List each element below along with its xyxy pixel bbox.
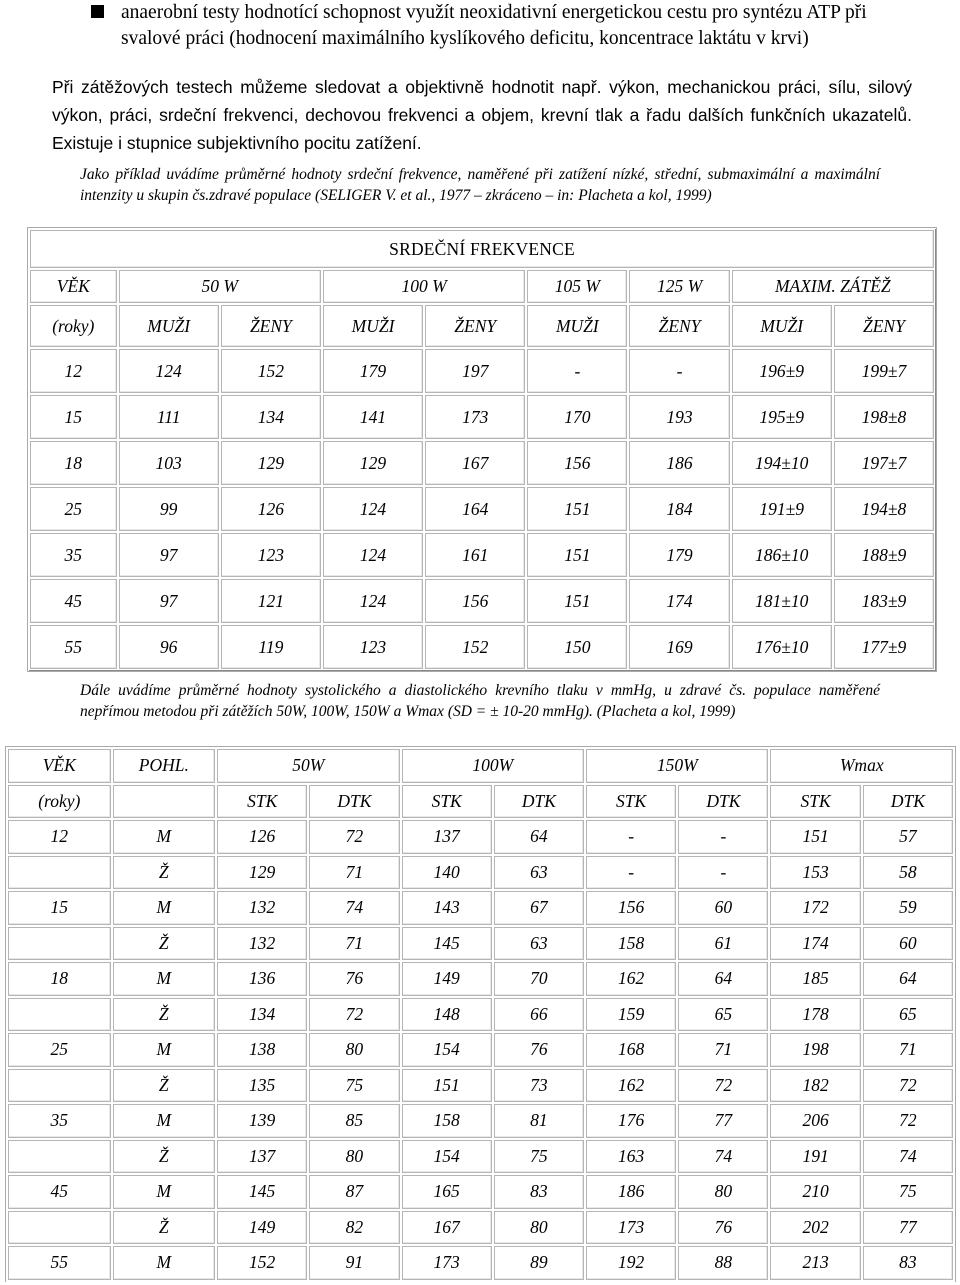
table-cell: 156 xyxy=(586,891,676,925)
table-cell: 151 xyxy=(527,533,627,577)
table-cell: 179 xyxy=(323,349,423,393)
table-cell xyxy=(8,998,111,1032)
table-cell: 55 xyxy=(8,1246,111,1280)
subheader-cell: ŽENY xyxy=(834,305,934,347)
table-cell: 186 xyxy=(586,1175,676,1209)
table-cell: 174 xyxy=(770,927,860,961)
table-cell: 145 xyxy=(217,1175,307,1209)
table2-caption: Dále uvádíme průměrné hodnoty systolického a diastolického krevního tlaku v mmHg, u zdravé čs. populace naměřené nepřímou metodou při zátěžích 50W, 100W, 150W a Wmax (SD = ± 10-20 mmHg). (Placheta a kol, 1999) xyxy=(80,682,880,720)
table-cell: 210 xyxy=(770,1175,860,1209)
table-cell: 60 xyxy=(863,927,953,961)
table-cell: 75 xyxy=(494,1140,584,1174)
table-cell: 81 xyxy=(494,1104,584,1138)
table-cell: 173 xyxy=(425,395,525,439)
table-cell: 134 xyxy=(217,998,307,1032)
table-cell: 194±10 xyxy=(732,441,832,485)
table-cell: 61 xyxy=(678,927,768,961)
table-cell: 151 xyxy=(527,487,627,531)
table-cell: 177±9 xyxy=(834,625,934,669)
subheader-cell: MUŽI xyxy=(527,305,627,347)
table-cell: 197 xyxy=(425,349,525,393)
table-cell: 35 xyxy=(8,1104,111,1138)
table-cell: 65 xyxy=(678,998,768,1032)
subheader-cell: DTK xyxy=(863,785,953,819)
bullet-text: anaerobní testy hodnotící schopnost využít neoxidativní energetickou cestu pro syntézu ATP při svalové práci (hodnocení maximálního kyslíkového deficitu, koncentrace laktátu v krvi) xyxy=(121,2,867,49)
table-cell: 137 xyxy=(217,1140,307,1174)
table-cell: 161 xyxy=(425,533,525,577)
blood-pressure-table xyxy=(5,746,956,1282)
table-row xyxy=(8,1211,953,1245)
table-row xyxy=(30,441,934,485)
subheader-cell: (roky) xyxy=(8,785,111,819)
table-cell xyxy=(8,856,111,890)
subheader-cell: STK xyxy=(402,785,492,819)
table-cell: Ž xyxy=(113,1069,216,1103)
table-cell: 186±10 xyxy=(732,533,832,577)
table-cell: 148 xyxy=(402,998,492,1032)
table-row xyxy=(8,1175,953,1209)
table-cell: 172 xyxy=(770,891,860,925)
table-cell: 18 xyxy=(8,962,111,996)
table-cell: 74 xyxy=(863,1140,953,1174)
table-cell: 74 xyxy=(678,1140,768,1174)
table-cell: 123 xyxy=(221,533,321,577)
table-cell: 132 xyxy=(217,891,307,925)
table-cell: 150 xyxy=(527,625,627,669)
table-cell: 156 xyxy=(425,579,525,623)
table-cell: 55 xyxy=(30,625,117,669)
table-row xyxy=(30,349,934,393)
table-cell: 196±9 xyxy=(732,349,832,393)
table-cell: 12 xyxy=(30,349,117,393)
table-cell xyxy=(8,927,111,961)
subheader-cell: MUŽI xyxy=(323,305,423,347)
table-cell: 164 xyxy=(425,487,525,531)
table-cell: 64 xyxy=(494,820,584,854)
table-cell: 124 xyxy=(323,487,423,531)
table-header-row xyxy=(30,270,934,303)
table-row xyxy=(8,1069,953,1103)
table-cell: 178 xyxy=(770,998,860,1032)
table-cell: 66 xyxy=(494,998,584,1032)
table-cell: 149 xyxy=(217,1211,307,1245)
table-cell: - xyxy=(678,820,768,854)
table-cell: 35 xyxy=(30,533,117,577)
table-cell: 71 xyxy=(678,1033,768,1067)
table-row xyxy=(8,856,953,890)
table-cell: M xyxy=(113,1033,216,1067)
table-cell: Ž xyxy=(113,856,216,890)
table-cell: 182 xyxy=(770,1069,860,1103)
table-cell: 72 xyxy=(863,1104,953,1138)
table-cell: 152 xyxy=(425,625,525,669)
table-cell: 121 xyxy=(221,579,321,623)
table-subheader-row xyxy=(30,305,934,347)
table-cell xyxy=(8,1069,111,1103)
table-row xyxy=(8,1246,953,1280)
table-cell: 12 xyxy=(8,820,111,854)
table-cell: 74 xyxy=(309,891,399,925)
table-cell: 57 xyxy=(863,820,953,854)
table-title: SRDEČNÍ FREKVENCE xyxy=(30,230,934,268)
table-cell: 103 xyxy=(119,441,219,485)
table-cell: 154 xyxy=(402,1033,492,1067)
table-header-row xyxy=(8,749,953,783)
table-cell: 191±9 xyxy=(732,487,832,531)
table-cell: 80 xyxy=(309,1140,399,1174)
table-cell: 170 xyxy=(527,395,627,439)
table-cell: M xyxy=(113,962,216,996)
table-cell: 89 xyxy=(494,1246,584,1280)
table-cell: 77 xyxy=(863,1211,953,1245)
table1-caption: Jako příklad uvádíme průměrné hodnoty srdeční frekvence, naměřené při zatížení nízké, střední, submaximální a maximální intenzity u skupin čs.zdravé populace (SELIGER V. et al., 1977 – zkráceno – in: Placheta a kol, 1999) xyxy=(80,166,880,204)
table-cell: 152 xyxy=(221,349,321,393)
table-cell: 143 xyxy=(402,891,492,925)
table-cell xyxy=(8,1211,111,1245)
table-cell: 156 xyxy=(527,441,627,485)
table-cell: 167 xyxy=(425,441,525,485)
table-cell: 169 xyxy=(629,625,729,669)
table-cell: 91 xyxy=(309,1246,399,1280)
table-cell: 124 xyxy=(119,349,219,393)
table-cell: 162 xyxy=(586,1069,676,1103)
subheader-cell: STK xyxy=(586,785,676,819)
table-cell: 206 xyxy=(770,1104,860,1138)
table-cell: 135 xyxy=(217,1069,307,1103)
table-cell: 174 xyxy=(629,579,729,623)
intro-paragraph: Při zátěžových testech můžeme sledovat a objektivně hodnotit např. výkon, mechanickou práci, sílu, silový výkon, práci, srdeční frekvenci, dechovou frekvenci a objem, krevní tlak a řadu dalších funkčních ukazatelů. Existuje i stupnice subjektivního pocitu zatížení. xyxy=(52,77,912,153)
table-cell: M xyxy=(113,820,216,854)
table-cell: Ž xyxy=(113,998,216,1032)
table-cell: 80 xyxy=(494,1211,584,1245)
table-cell: 158 xyxy=(402,1104,492,1138)
table-cell: 165 xyxy=(402,1175,492,1209)
table-cell: 67 xyxy=(494,891,584,925)
subheader-cell xyxy=(113,785,216,819)
table-cell: 151 xyxy=(527,579,627,623)
subheader-cell: MUŽI xyxy=(732,305,832,347)
table-cell: 162 xyxy=(586,962,676,996)
table-cell: 82 xyxy=(309,1211,399,1245)
table-cell: 59 xyxy=(863,891,953,925)
table-cell: 129 xyxy=(323,441,423,485)
table-cell: 72 xyxy=(309,820,399,854)
table-cell: 70 xyxy=(494,962,584,996)
table-cell: 96 xyxy=(119,625,219,669)
table-cell: 25 xyxy=(8,1033,111,1067)
table-subheader-row xyxy=(8,785,953,819)
table-cell: 75 xyxy=(309,1069,399,1103)
square-bullet-icon xyxy=(91,5,104,18)
table-cell: - xyxy=(678,856,768,890)
table-cell: 163 xyxy=(586,1140,676,1174)
table-cell: 141 xyxy=(323,395,423,439)
heart-rate-table xyxy=(27,227,937,672)
table-cell: 188±9 xyxy=(834,533,934,577)
table-cell: 151 xyxy=(770,820,860,854)
table-cell: 111 xyxy=(119,395,219,439)
table-cell: M xyxy=(113,1246,216,1280)
table-cell: 154 xyxy=(402,1140,492,1174)
table-row xyxy=(8,962,953,996)
header-cell: POHL. xyxy=(113,749,216,783)
header-cell: 100W xyxy=(402,749,584,783)
table-cell: - xyxy=(586,820,676,854)
table-cell: 191 xyxy=(770,1140,860,1174)
table-cell: 123 xyxy=(323,625,423,669)
table-cell: 176 xyxy=(586,1104,676,1138)
subheader-cell: DTK xyxy=(494,785,584,819)
table-cell: 140 xyxy=(402,856,492,890)
table-cell: 77 xyxy=(678,1104,768,1138)
table-cell: 173 xyxy=(586,1211,676,1245)
header-cell: Wmax xyxy=(770,749,953,783)
table-cell: 80 xyxy=(678,1175,768,1209)
table-cell: 139 xyxy=(217,1104,307,1138)
table-cell: 158 xyxy=(586,927,676,961)
table-cell: 76 xyxy=(494,1033,584,1067)
table-cell: 149 xyxy=(402,962,492,996)
table-cell: 15 xyxy=(30,395,117,439)
table-cell: 45 xyxy=(30,579,117,623)
table-row xyxy=(30,395,934,439)
table-row xyxy=(8,1033,953,1067)
subheader-cell: (roky) xyxy=(30,305,117,347)
subheader-cell: ŽENY xyxy=(221,305,321,347)
table-cell: 76 xyxy=(309,962,399,996)
table-cell: 124 xyxy=(323,533,423,577)
header-cell: 105 W xyxy=(527,270,627,303)
table-cell: 145 xyxy=(402,927,492,961)
table-cell: 71 xyxy=(309,856,399,890)
subheader-cell: ŽENY xyxy=(629,305,729,347)
table-cell: 71 xyxy=(309,927,399,961)
table-cell: 194±8 xyxy=(834,487,934,531)
table-cell: 97 xyxy=(119,579,219,623)
table-cell xyxy=(8,1140,111,1174)
subheader-cell: DTK xyxy=(309,785,399,819)
table-row xyxy=(8,820,953,854)
table-row xyxy=(8,891,953,925)
table-cell: 85 xyxy=(309,1104,399,1138)
table-row xyxy=(8,998,953,1032)
table-cell: 25 xyxy=(30,487,117,531)
table-cell: 173 xyxy=(402,1246,492,1280)
subheader-cell: STK xyxy=(770,785,860,819)
table-cell: 83 xyxy=(494,1175,584,1209)
table-cell: 181±10 xyxy=(732,579,832,623)
table-cell: 152 xyxy=(217,1246,307,1280)
table-cell: 72 xyxy=(678,1069,768,1103)
table-cell: 198±8 xyxy=(834,395,934,439)
table-cell: 129 xyxy=(217,856,307,890)
table-cell: 63 xyxy=(494,856,584,890)
table-row xyxy=(30,533,934,577)
bullet-item xyxy=(93,0,873,52)
table-cell: 192 xyxy=(586,1246,676,1280)
table-cell: 72 xyxy=(863,1069,953,1103)
table-cell: 75 xyxy=(863,1175,953,1209)
table-cell: 83 xyxy=(863,1246,953,1280)
table-cell: Ž xyxy=(113,1140,216,1174)
table-cell: M xyxy=(113,1104,216,1138)
table-row xyxy=(30,579,934,623)
table-cell: M xyxy=(113,1175,216,1209)
table-cell: 71 xyxy=(863,1033,953,1067)
table-cell: 134 xyxy=(221,395,321,439)
table-cell: - xyxy=(629,349,729,393)
table-cell: 72 xyxy=(309,998,399,1032)
table-cell: 198 xyxy=(770,1033,860,1067)
table-cell: 183±9 xyxy=(834,579,934,623)
header-cell: 50W xyxy=(217,749,399,783)
table-cell: 193 xyxy=(629,395,729,439)
table-cell: 138 xyxy=(217,1033,307,1067)
table-cell: 124 xyxy=(323,579,423,623)
subheader-cell: ŽENY xyxy=(425,305,525,347)
subheader-cell: MUŽI xyxy=(119,305,219,347)
table-cell: 132 xyxy=(217,927,307,961)
subheader-cell: DTK xyxy=(678,785,768,819)
table-cell: 153 xyxy=(770,856,860,890)
table-cell: - xyxy=(586,856,676,890)
table-cell: 129 xyxy=(221,441,321,485)
table-cell: 126 xyxy=(221,487,321,531)
subheader-cell: STK xyxy=(217,785,307,819)
table-cell: 199±7 xyxy=(834,349,934,393)
header-cell: 100 W xyxy=(323,270,525,303)
table-cell: 65 xyxy=(863,998,953,1032)
table-cell: 64 xyxy=(863,962,953,996)
table-cell: 176±10 xyxy=(732,625,832,669)
header-cell: 125 W xyxy=(629,270,729,303)
table-cell: 15 xyxy=(8,891,111,925)
table-cell: 73 xyxy=(494,1069,584,1103)
table-cell: 195±9 xyxy=(732,395,832,439)
table-cell: 202 xyxy=(770,1211,860,1245)
table-cell: 151 xyxy=(402,1069,492,1103)
table-cell: 126 xyxy=(217,820,307,854)
table-cell: 159 xyxy=(586,998,676,1032)
table-cell: 167 xyxy=(402,1211,492,1245)
table-row xyxy=(8,1140,953,1174)
header-cell: VĚK xyxy=(8,749,111,783)
table-cell: 186 xyxy=(629,441,729,485)
header-cell: 150W xyxy=(586,749,768,783)
table-cell: 45 xyxy=(8,1175,111,1209)
table-row xyxy=(30,487,934,531)
table-cell: 136 xyxy=(217,962,307,996)
table-cell: 88 xyxy=(678,1246,768,1280)
table-cell: 58 xyxy=(863,856,953,890)
table-cell: 99 xyxy=(119,487,219,531)
table-row xyxy=(8,927,953,961)
table-cell: 60 xyxy=(678,891,768,925)
table-cell: 64 xyxy=(678,962,768,996)
table-cell: 197±7 xyxy=(834,441,934,485)
table-row xyxy=(8,1104,953,1138)
table-cell: - xyxy=(527,349,627,393)
table-cell: 185 xyxy=(770,962,860,996)
table-cell: 87 xyxy=(309,1175,399,1209)
table-cell: Ž xyxy=(113,927,216,961)
table-cell: 168 xyxy=(586,1033,676,1067)
table-cell: 76 xyxy=(678,1211,768,1245)
table-cell: 213 xyxy=(770,1246,860,1280)
table-cell: 137 xyxy=(402,820,492,854)
header-cell: MAXIM. ZÁTĚŽ xyxy=(732,270,934,303)
table-cell: 18 xyxy=(30,441,117,485)
table-cell: 63 xyxy=(494,927,584,961)
header-cell: VĚK xyxy=(30,270,117,303)
table-cell: M xyxy=(113,891,216,925)
table-cell: 80 xyxy=(309,1033,399,1067)
table-cell: 179 xyxy=(629,533,729,577)
table-cell: Ž xyxy=(113,1211,216,1245)
table-cell: 119 xyxy=(221,625,321,669)
table-row xyxy=(30,625,934,669)
header-cell: 50 W xyxy=(119,270,321,303)
table-cell: 184 xyxy=(629,487,729,531)
table-cell: 97 xyxy=(119,533,219,577)
